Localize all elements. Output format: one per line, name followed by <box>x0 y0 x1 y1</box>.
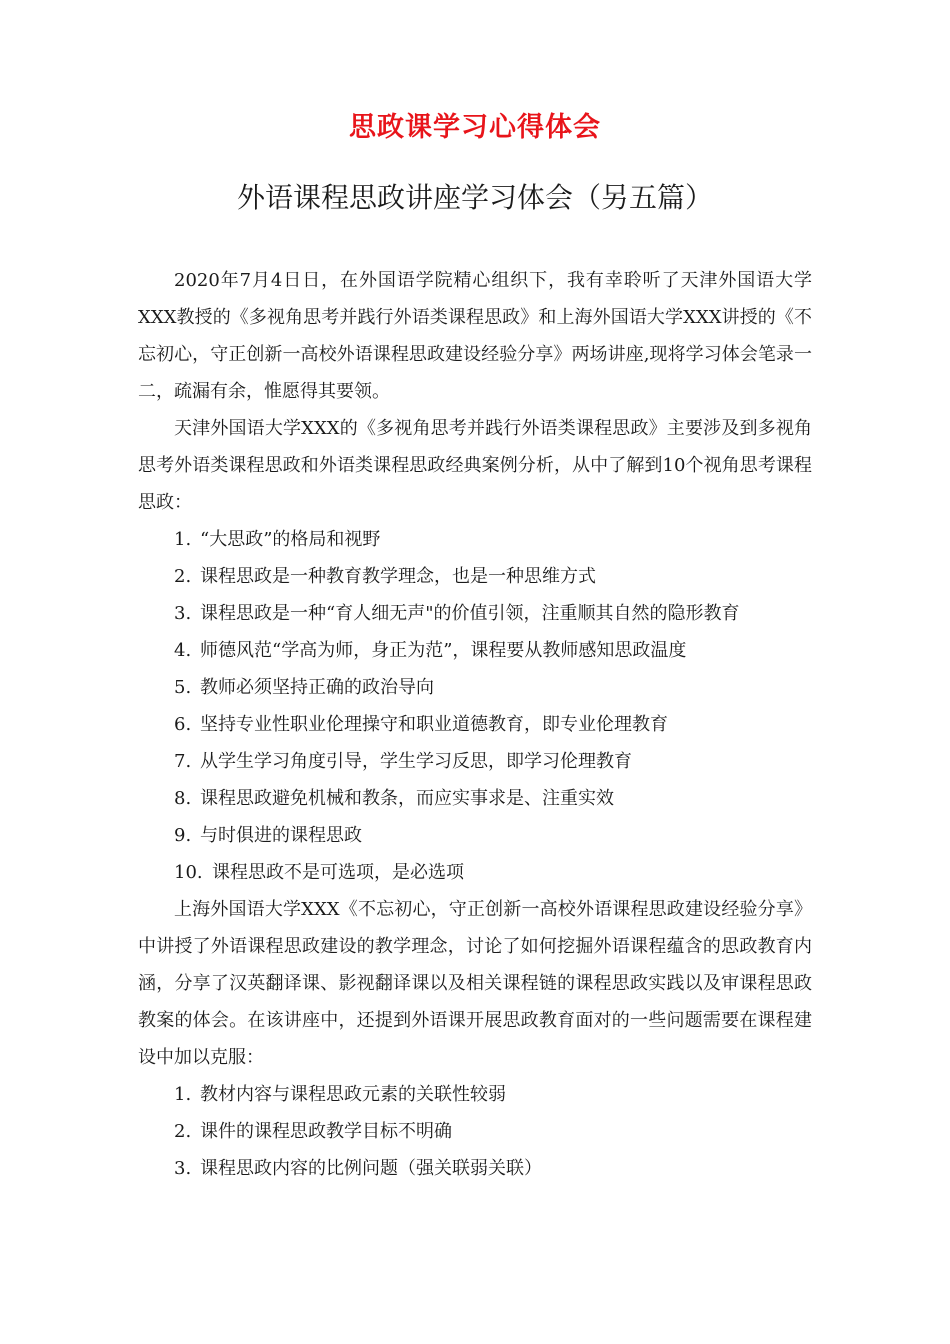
list-item-number: 5. <box>174 677 192 698</box>
list-item-text: 课程思政内容的比例问题（强关联弱关联） <box>200 1158 542 1179</box>
document-title: 外语课程思政讲座学习体会（另五篇） <box>236 181 713 214</box>
list-item <box>138 706 812 743</box>
list-item <box>138 521 812 558</box>
list-item-number: 4. <box>174 640 192 661</box>
list-item-text: 课程思政是一种“育人细无声"的价值引领，注重顺其自然的隐形教育 <box>200 603 740 624</box>
list-item <box>138 780 812 817</box>
list-item-text: “大思政”的格局和视野 <box>200 529 381 550</box>
list-item-text: 从学生学习角度引导，学生学习反思，即学习伦理教育 <box>200 751 632 772</box>
list-item-number: 3. <box>174 1158 192 1179</box>
paragraph-tianjin-lecture: 天津外国语大学XXX的《多视角思考并践行外语类课程思政》主要涉及到多视角思考外语类课程思政和外语类课程思政经典案例分析，从中了解到10个视角思考课程思政： <box>138 418 812 513</box>
list-item-number: 2. <box>174 1121 192 1142</box>
list-item-number: 3. <box>174 603 192 624</box>
list-item <box>138 1076 812 1113</box>
list-item-number: 6. <box>174 714 192 735</box>
list-item <box>138 854 812 891</box>
list-item-number: 7. <box>174 751 192 772</box>
header-red-title: 思政课学习心得体会 <box>349 112 601 143</box>
list-item-text: 教材内容与课程思政元素的关联性较弱 <box>200 1084 506 1105</box>
list-item-text: 课件的课程思政教学目标不明确 <box>200 1121 452 1142</box>
list-item-number: 8. <box>174 788 192 809</box>
list-item-text: 教师必须坚持正确的政治导向 <box>200 677 434 698</box>
list-item-number: 10. <box>174 862 203 883</box>
paragraph-intro: 2020年7月4日日，在外国语学院精心组织下，我有幸聆听了天津外国语大学XXX教授的《多视角思考并践行外语类课程思政》和上海外国语大学XXX讲授的《不忘初心，守正创新一高校外语课程思政建设经验分享》两场讲座,现将学习体会笔录一二，疏漏有余，惟愿得其要领。 <box>138 270 812 402</box>
list-item <box>138 669 812 706</box>
list-item <box>138 558 812 595</box>
list-item-text: 课程思政是一种教育教学理念，也是一种思维方式 <box>200 566 596 587</box>
paragraph-shanghai-lecture: 上海外国语大学XXX《不忘初心，守正创新一高校外语课程思政建设经验分享》中讲授了外语课程思政建设的教学理念，讨论了如何挖掘外语课程蕴含的思政教育内涵，分享了汉英翻译课、影视翻译课以及相关课程链的课程思政实践以及审课程思政教案的体会。在该讲座中，还提到外语课开展思政教育面对的一些问题需要在课程建设中加以克服： <box>138 899 812 1068</box>
list-item <box>138 1150 812 1187</box>
list-item-number: 2. <box>174 566 192 587</box>
list-item-text: 师德风范“学高为师，身正为范”，课程要从教师感知思政温度 <box>200 640 687 661</box>
list-item-number: 1. <box>174 529 192 550</box>
list-item <box>138 595 812 632</box>
list-item-number: 9. <box>174 825 192 846</box>
document-body <box>138 262 812 1187</box>
list-item-number: 1. <box>174 1084 192 1105</box>
list-item-text: 坚持专业性职业伦理操守和职业道德教育，即专业伦理教育 <box>200 714 668 735</box>
list-item-text: 课程思政避免机械和教条，而应实事求是、注重实效 <box>200 788 614 809</box>
list-item <box>138 632 812 669</box>
list-ten-perspectives <box>138 521 812 891</box>
list-problems <box>138 1076 812 1187</box>
list-item-text: 课程思政不是可选项，是必选项 <box>212 862 464 883</box>
list-item <box>138 743 812 780</box>
list-item-text: 与时俱进的课程思政 <box>200 825 362 846</box>
list-item <box>138 1113 812 1150</box>
list-item <box>138 817 812 854</box>
